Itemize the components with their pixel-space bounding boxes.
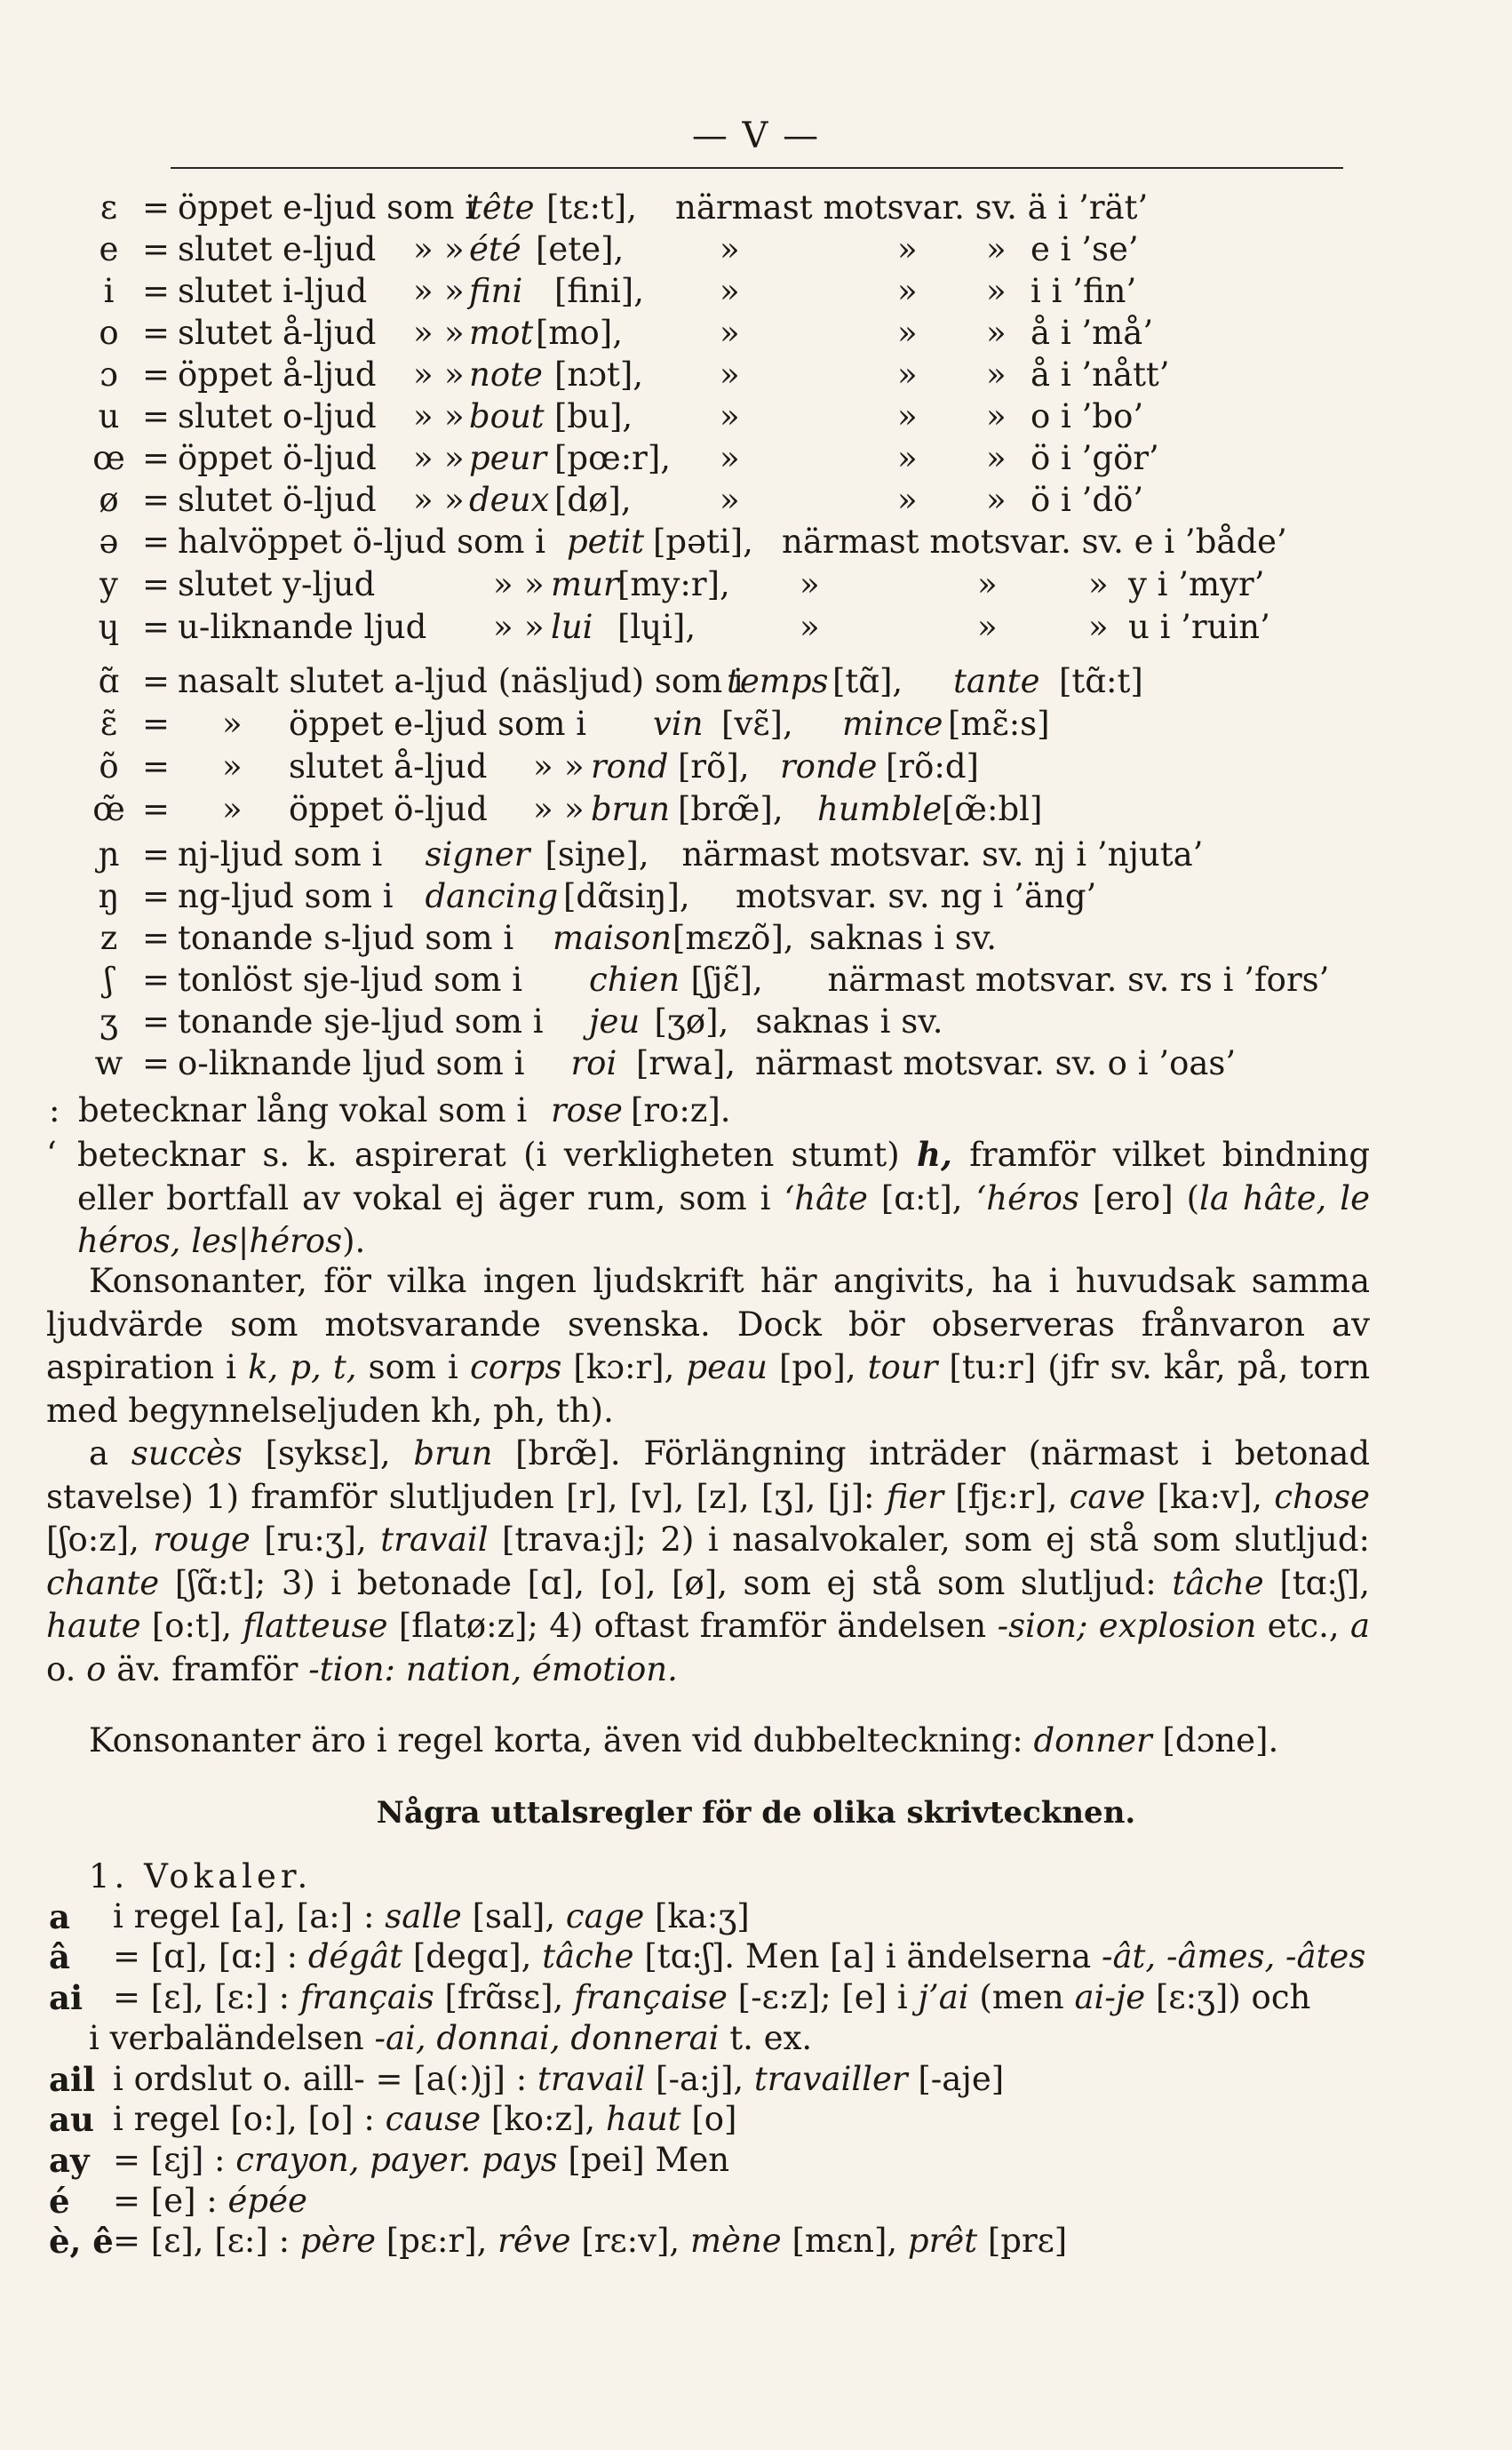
example-word: fini	[469, 272, 523, 310]
ipa-symbol: e	[99, 230, 119, 268]
description: öppet e-ljud som i	[178, 188, 476, 227]
description: tonande s-ljud som i	[178, 919, 514, 957]
comparison-note: närmast motsvar. sv. e i ’både’	[782, 523, 1287, 561]
rule-text: [prε]	[987, 2222, 1068, 2260]
rule-text: Men [a] i ändelserna	[744, 1937, 1092, 1975]
ditto-mark: »	[977, 608, 998, 646]
example-word: humble	[817, 790, 943, 828]
rule-body	[113, 2060, 1004, 2099]
ipa-transcription: [pəti],	[653, 523, 753, 561]
example-word: rond	[591, 747, 669, 786]
rule-text: [-ε:z];	[737, 1978, 832, 2016]
example-word: rêve	[497, 2222, 571, 2260]
description: öppet e-ljud som i	[289, 705, 587, 743]
ditto-mark: »	[897, 272, 918, 310]
ditto-mark: »	[720, 314, 740, 352]
example-word: donnai, donnerai	[436, 2019, 720, 2057]
ditto-mark: »	[533, 790, 553, 828]
ditto-mark: »	[897, 355, 918, 394]
example-word: dancing	[425, 877, 559, 915]
ditto-mark: »	[897, 230, 918, 268]
ditto-mark: »	[493, 608, 513, 646]
example-word: mot	[469, 314, 534, 352]
ipa-transcription: [pœ:r],	[554, 439, 672, 477]
ipa-transcription: [bu],	[554, 397, 633, 435]
equals-sign: =	[142, 355, 171, 394]
description: ng-ljud som i	[178, 877, 394, 915]
example-word: ronde	[780, 747, 878, 786]
ditto-mark: »	[413, 439, 434, 477]
ipa-symbol: o	[99, 314, 119, 352]
rule-body	[113, 2222, 1067, 2261]
ditto-mark: »	[444, 439, 465, 477]
ipa-transcription: [rwa],	[636, 1044, 736, 1082]
rule-text: [mεn],	[792, 2222, 898, 2260]
ditto-mark: »	[986, 397, 1007, 435]
equals-sign: =	[142, 662, 171, 700]
rule-key: è, ê	[49, 2222, 114, 2261]
ipa-symbol: ʒ	[99, 1002, 118, 1041]
rule-text: [ko:z],	[490, 2100, 596, 2138]
ditto-mark: »	[444, 314, 465, 352]
rule-text: t. ex.	[729, 2019, 813, 2057]
rule-text: [rε:v],	[581, 2222, 680, 2260]
ipa-transcription: [tε:t],	[546, 188, 638, 227]
example-word: pays	[481, 2141, 558, 2179]
rule-body	[113, 2141, 729, 2180]
ipa-transcription: [mεzõ],	[672, 919, 794, 957]
example-word: deux	[469, 481, 550, 519]
ipa-transcription: [ro:z].	[631, 1091, 731, 1129]
ipa-transcription: [ete],	[536, 230, 625, 268]
comparison-note: saknas i sv.	[809, 919, 997, 957]
example-word: j’ai	[918, 1978, 969, 2016]
subsection-heading: 1. Vokaler.	[89, 1857, 313, 1895]
header-rule	[171, 167, 1343, 169]
description: u-liknande ljud	[178, 608, 427, 646]
example-word: signer	[425, 835, 530, 874]
ditto-mark: »	[986, 439, 1007, 477]
comparison-note: y i ’myr’	[1128, 565, 1265, 603]
ipa-symbol: ε	[99, 188, 118, 227]
ditto-mark: »	[413, 481, 434, 519]
ipa-transcription: [vε̃],	[721, 705, 793, 743]
description: slutet å-ljud	[178, 314, 377, 352]
ditto-mark: »	[524, 608, 545, 646]
description: nasalt slutet a-ljud (näsljud) som i	[178, 662, 744, 700]
example-word: travailler	[753, 2060, 908, 2098]
ipa-transcription: [ʃjε̃],	[690, 961, 763, 999]
ipa-transcription: [lɥi],	[617, 608, 696, 646]
description: slutet y-ljud	[178, 565, 376, 603]
ditto-mark: »	[800, 565, 820, 603]
comparison-note: motsvar. sv. ng i ’äng’	[736, 877, 1097, 915]
ipa-transcription: [mo],	[536, 314, 623, 352]
rule-key: é	[49, 2182, 70, 2221]
section-heading: Några uttalsregler för de olika skrivtecknen.	[376, 1795, 1136, 1831]
ipa-transcription: [rõ:d]	[886, 747, 979, 786]
example-word: mince	[842, 705, 943, 743]
rule-text: [-a:j],	[656, 2060, 744, 2098]
description: öppet ö-ljud	[289, 790, 488, 828]
rule-key: ail	[49, 2060, 96, 2099]
equals-sign: =	[142, 877, 171, 915]
example-word: cage	[565, 1897, 645, 1935]
example-word: français	[299, 1978, 434, 2016]
comparison-note: närmast motsvar. sv. ä i ’rät’	[675, 188, 1149, 227]
rule-text: [ka:ʒ]	[655, 1897, 750, 1935]
ditto-mark: »	[564, 747, 585, 786]
equals-sign: =	[142, 565, 171, 603]
example-word: tête	[469, 188, 535, 227]
example-word: jeu	[589, 1002, 641, 1041]
equals-sign: =	[142, 961, 171, 999]
equals-sign: =	[142, 397, 171, 435]
ditto-mark: »	[444, 355, 465, 394]
ipa-transcription: [tɑ̃],	[832, 662, 903, 700]
rule-key: ai	[49, 1978, 84, 2017]
example-word: dégât	[307, 1937, 403, 1975]
equals-sign: =	[142, 230, 171, 268]
ditto-mark: »	[413, 230, 434, 268]
ditto-mark: »	[897, 314, 918, 352]
ipa-symbol: ə	[99, 523, 119, 561]
description: öppet å-ljud	[178, 355, 377, 394]
rule-text: [pε:r],	[386, 2222, 488, 2260]
example-word: mur	[551, 565, 619, 603]
comparison-note: ö i ’dö’	[1031, 481, 1144, 519]
comparison-note: å i ’nått’	[1031, 355, 1170, 394]
equals-sign: =	[142, 272, 171, 310]
ipa-symbol: ε̃	[99, 705, 118, 743]
rule-text: [o]	[691, 2100, 737, 2138]
example-word: été	[469, 230, 521, 268]
equals-sign: =	[142, 314, 171, 352]
ipa-symbol: œ	[92, 439, 125, 477]
rule-key: a	[49, 1897, 70, 1936]
ditto-mark: »	[897, 397, 918, 435]
ipa-transcription: [dɑ̃siŋ],	[563, 877, 690, 915]
ipa-transcription: [mε̃:s]	[948, 705, 1050, 743]
rule-text: Men	[655, 2141, 730, 2179]
paragraph-consonant-length: Konsonanter äro i regel korta, även vid dubbelteckning: donner [dɔne].	[89, 1721, 1279, 1760]
ditto-mark: »	[413, 314, 434, 352]
example-word: cause	[385, 2100, 481, 2138]
ditto-mark: »	[1088, 608, 1109, 646]
rule-key: â	[49, 1937, 70, 1976]
example-word: tante	[953, 662, 1040, 700]
ipa-symbol: ø	[99, 481, 119, 519]
ditto-mark: »	[977, 565, 998, 603]
rule-body	[89, 2019, 812, 2058]
rule-text: [sal],	[472, 1897, 556, 1935]
equals-sign: =	[142, 481, 171, 519]
example-word: père	[299, 2222, 376, 2260]
comparison-note: närmast motsvar. sv. nj i ’njuta’	[681, 835, 1204, 874]
ditto-mark: »	[720, 439, 740, 477]
ipa-symbol: u	[98, 397, 120, 435]
equals-sign: =	[142, 188, 171, 227]
rule-text: = [εj] :	[113, 2141, 226, 2179]
example-word: rose	[551, 1091, 623, 1129]
ipa-symbol: õ	[99, 747, 119, 786]
ipa-symbol: :	[49, 1091, 60, 1129]
rule-text: [-aje]	[918, 2060, 1005, 2098]
ipa-symbol: ŋ	[98, 877, 120, 915]
ipa-transcription: [tɑ̃:t]	[1059, 662, 1143, 700]
comparison-note: närmast motsvar. sv. rs i ’fors’	[827, 961, 1330, 999]
description: slutet e-ljud	[178, 230, 377, 268]
rule-text: i verbaländelsen	[89, 2019, 364, 2057]
ditto-mark: »	[986, 314, 1007, 352]
ipa-transcription: [brœ̃],	[678, 790, 784, 828]
description: betecknar lång vokal som i	[78, 1091, 528, 1129]
rule-body	[113, 2182, 307, 2221]
example-word: prêt	[907, 2222, 978, 2260]
equals-sign: =	[142, 1002, 171, 1041]
rule-text: [tɑ:ʃ].	[644, 1937, 736, 1975]
ditto-mark: »	[720, 272, 740, 310]
example-word: haut	[605, 2100, 681, 2138]
ditto-mark: »	[444, 230, 465, 268]
example-word: française	[574, 1978, 728, 2016]
ditto-mark: »	[986, 272, 1007, 310]
ditto-mark: »	[720, 355, 740, 394]
description: tonande sje-ljud som i	[178, 1002, 544, 1041]
rule-key: ay	[49, 2141, 90, 2180]
rule-text: i regel [a], [a:] :	[113, 1897, 375, 1935]
description: slutet o-ljud	[178, 397, 377, 435]
example-word: travail	[537, 2060, 646, 2098]
ipa-symbol: ʃ	[104, 961, 114, 999]
ditto-mark: »	[444, 481, 465, 519]
ipa-symbol: ɲ	[98, 835, 120, 874]
ipa-symbol: œ̃	[92, 790, 125, 828]
rule-text: [e] i	[841, 1978, 908, 2016]
example-word: chien	[589, 961, 680, 999]
description: tonlöst sje-ljud som i	[178, 961, 523, 999]
example-word: tâche	[542, 1937, 634, 1975]
comparison-note: saknas i sv.	[755, 1002, 943, 1041]
comparison-note: u i ’ruin’	[1128, 608, 1270, 646]
rule-text: = [ɑ], [ɑ:] :	[113, 1937, 298, 1975]
ipa-transcription: [nɔt],	[554, 355, 644, 394]
ditto-mark: »	[413, 397, 434, 435]
ditto-mark: »	[720, 481, 740, 519]
comparison-note: i i ’fin’	[1031, 272, 1137, 310]
ditto-mark: »	[800, 608, 820, 646]
description: slutet ö-ljud	[178, 481, 377, 519]
ditto-mark: »	[222, 705, 243, 743]
ipa-symbol: i	[103, 272, 115, 310]
equals-sign: =	[142, 919, 171, 957]
example-word: -ai,	[374, 2019, 426, 2057]
example-word: temps	[727, 662, 829, 700]
rule-text: [ε:ʒ]) och	[1155, 1978, 1311, 2016]
ipa-transcription: [fini],	[554, 272, 644, 310]
rule-text: [pei]	[568, 2141, 645, 2179]
ipa-symbol: w	[94, 1044, 123, 1082]
ditto-mark: »	[533, 747, 553, 786]
rule-text: = [ε], [ε:] :	[113, 1978, 290, 2016]
description: halvöppet ö-ljud som i	[178, 523, 546, 561]
ditto-mark: »	[524, 565, 545, 603]
paragraph-vowel-length: a succès [syksε], brun [brœ̃]. Förlängning inträder (närmast i betonad stavelse) 1) framför slutljuden [r], [v], [z], [ʒ], [j]: fier [fjε:r], cave [ka:v], chose [ʃo:z], rouge [ru:ʒ], travail [trava:j]; 2) i nasalvokaler, som ej stå som slutljud: chante [ʃɑ̃:t]; 3) i betonade [ɑ], [o], [ø], som ej stå som slutljud: tâche [tɑ:ʃ], haute [o:t], flatteuse [flatø:z]; 4) oftast framför ändelsen -sion; explosion etc., a o. o äv. framför -tion: nation, émotion.	[46, 1434, 1371, 1688]
ditto-mark: »	[413, 355, 434, 394]
equals-sign: =	[142, 608, 171, 646]
example-word: vin	[653, 705, 704, 743]
rule-body	[113, 1897, 750, 1936]
ditto-mark: »	[564, 790, 585, 828]
comparison-note: ö i ’gör’	[1031, 439, 1159, 477]
equals-sign: =	[142, 523, 171, 561]
equals-sign: =	[142, 790, 171, 828]
equals-sign: =	[142, 439, 171, 477]
ipa-symbol: ɥ	[98, 608, 120, 646]
rule-body	[113, 1937, 1365, 1976]
ipa-transcription: [œ̃:bl]	[942, 790, 1043, 828]
comparison-note: närmast motsvar. sv. o i ’oas’	[755, 1044, 1237, 1082]
ditto-mark: »	[413, 272, 434, 310]
paragraph-consonants: Konsonanter, för vilka ingen ljudskrift här angivits, ha i huvudsak samma ljudvärde som motsvarande svenska. Dock bör observeras frånvaron av aspiration i k, p, t, som i corps [kɔ:r], peau [po], tour [tu:r] (jfr sv. kår, på, torn med begynnelseljuden kh, ph, th).	[46, 1262, 1371, 1430]
ditto-mark: »	[986, 230, 1007, 268]
ditto-mark: »	[444, 397, 465, 435]
example-word: maison	[553, 919, 672, 957]
description: o-liknande ljud som i	[178, 1044, 525, 1082]
comparison-note: o i ’bo’	[1031, 397, 1144, 435]
rule-text: [degɑ],	[412, 1937, 532, 1975]
rule-text: (men	[979, 1978, 1064, 2016]
ipa-symbol: ɑ̃	[98, 662, 120, 700]
page-number: — V —	[691, 116, 821, 156]
example-word: peur	[469, 439, 547, 477]
rule-text: = [ε], [ε:] :	[113, 2222, 290, 2260]
rule-body	[113, 2100, 736, 2139]
description: öppet ö-ljud	[178, 439, 377, 477]
rule-text: i regel [o:], [o] :	[113, 2100, 375, 2138]
ipa-transcription: [siɲe],	[545, 835, 649, 874]
example-word: lui	[551, 608, 593, 646]
ipa-transcription: [dø],	[554, 481, 632, 519]
example-word: salle	[385, 1897, 462, 1935]
equals-sign: =	[142, 835, 171, 874]
rule-body	[113, 1978, 1310, 2017]
ditto-mark: »	[1088, 565, 1109, 603]
example-word: épée	[227, 2182, 307, 2220]
example-word: note	[469, 355, 543, 394]
ipa-symbol: ɔ	[99, 355, 118, 394]
example-word: bout	[469, 397, 545, 435]
ipa-symbol: z	[99, 919, 118, 957]
ditto-mark: »	[222, 747, 243, 786]
comparison-note: e i ’se’	[1031, 230, 1139, 268]
ditto-mark: »	[720, 230, 740, 268]
rule-text: = [e] :	[113, 2182, 218, 2220]
rule-text: [frɑ̃sε],	[444, 1978, 564, 2016]
example-word: mène	[689, 2222, 782, 2260]
ditto-mark: »	[897, 481, 918, 519]
ipa-transcription: [my:r],	[617, 565, 730, 603]
ditto-mark: »	[986, 481, 1007, 519]
ditto-mark: »	[720, 397, 740, 435]
ditto-mark: »	[897, 439, 918, 477]
example-word: roi	[570, 1044, 617, 1082]
ditto-mark: »	[444, 272, 465, 310]
ipa-transcription: [rõ],	[678, 747, 750, 786]
comparison-note: å i ’må’	[1031, 314, 1154, 352]
example-word: brun	[591, 790, 671, 828]
example-word: petit	[567, 523, 645, 561]
ditto-mark: »	[222, 790, 243, 828]
description: slutet å-ljud	[289, 747, 488, 786]
equals-sign: =	[142, 747, 171, 786]
ipa-transcription: [ʒø],	[654, 1002, 729, 1041]
rule-key: au	[49, 2100, 94, 2139]
equals-sign: =	[142, 1044, 171, 1082]
description: nj-ljud som i	[178, 835, 383, 874]
aspirated-h-entry: ʻ betecknar s. k. aspirerat (i verkligheten stumt) h, framför vilket bindning eller bortfall av vokal ej äger rum, som i ʻhâte [ɑ:t], ʻhéros [ero] (la hâte, le héros, les|héros).	[46, 1135, 1371, 1260]
ipa-symbol: y	[99, 565, 118, 603]
equals-sign: =	[142, 705, 171, 743]
rule-text: i ordslut o. aill- = [a(:)j] :	[113, 2060, 528, 2098]
ditto-mark: »	[986, 355, 1007, 394]
ditto-mark: »	[493, 565, 513, 603]
example-word: ai-je	[1074, 1978, 1146, 2016]
description: slutet i-ljud	[178, 272, 368, 310]
example-word: crayon, payer.	[235, 2141, 472, 2179]
example-word: -ât, -âmes, -âtes	[1102, 1937, 1366, 1975]
